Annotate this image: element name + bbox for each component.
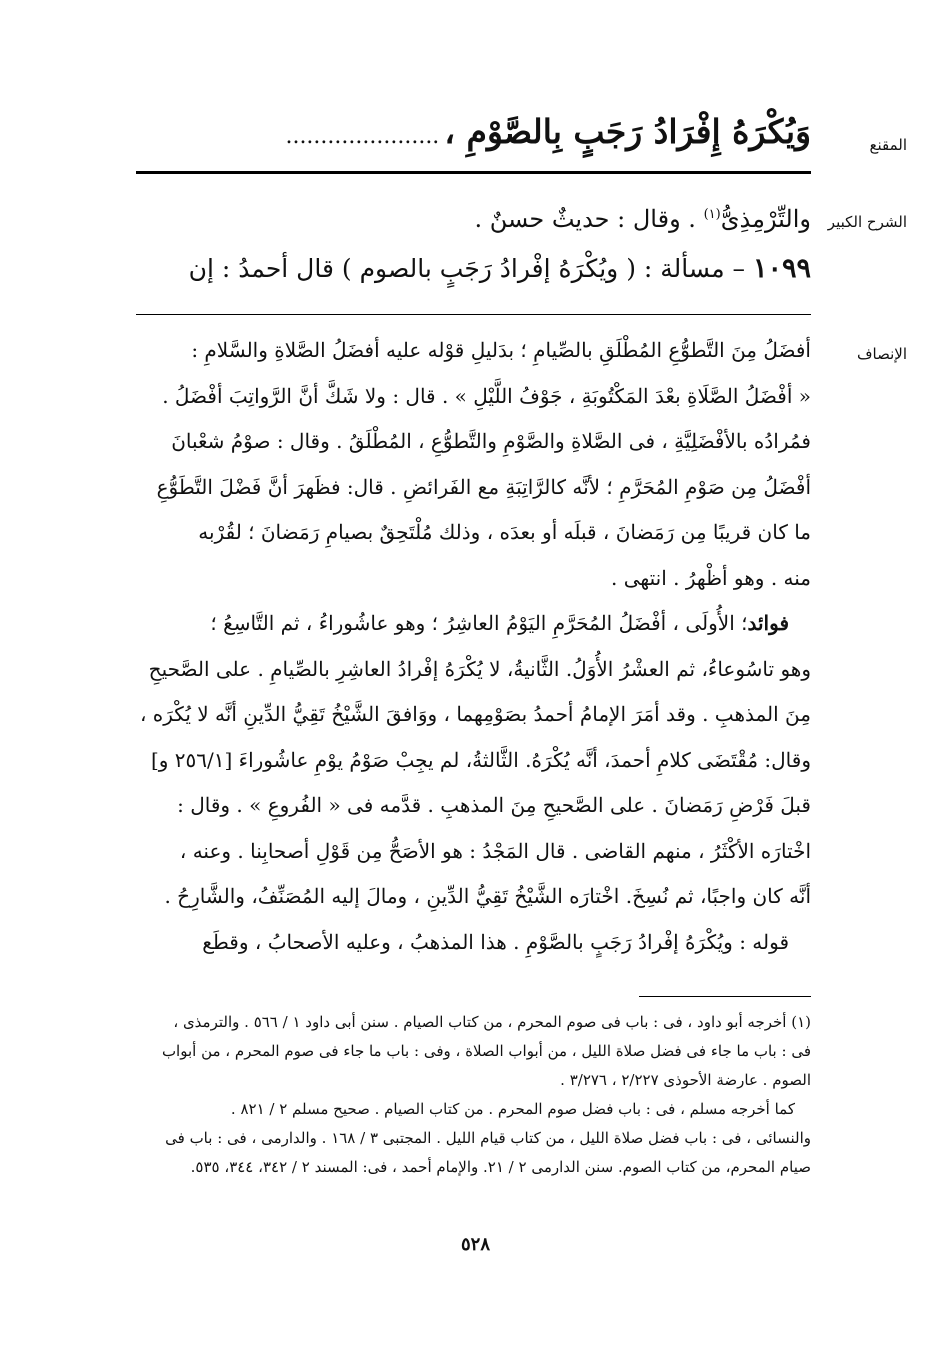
top-rule bbox=[136, 171, 811, 174]
sharh-line-1-rest: . وقال : حديثٌ حسنٌ . bbox=[474, 205, 704, 233]
insaf-line: وقال: مُقْتَضَى كلامِ أحمدَ، أنَّه يُكْرَهُ. الثَّالثةُ، لم يجِبْ صَوْمُ يوْمِ عاشُوراءَ [٢٥٦/١ و] bbox=[150, 747, 811, 772]
footnote-line: الصوم . عارضة الأحوذى ٢/٢٢٧ ، ٣/٢٧٦ . bbox=[560, 1071, 811, 1089]
insaf-line: أنَّه كان واجبًا، ثم نُسِخَ. اخْتارَه الشَّيْخُ تَقِيُّ الدِّينِ ، ومالَ إليه المُصَنِّفُ، والشَّارِحُ . bbox=[164, 884, 811, 908]
muqni-dots: ...................... bbox=[285, 124, 440, 149]
middle-rule bbox=[136, 314, 811, 315]
insaf-label: الإنصاف bbox=[856, 345, 907, 363]
footnote-ref-1: (١) bbox=[703, 207, 721, 222]
insaf-line: أفْضَلُ مِن صَوْمِ المُحَرَّمِ ؛ لأنَّه كالرَّاتِبَةِ مع الفَرائضِ . قال: فظَهرَ أنَّ فَضْلَ التَّطَوُّعِ bbox=[156, 474, 811, 499]
insaf-line: فمُرادُه بالأفْضَلِيَّةِ ، فى الصَّلاةِ والصَّوْمِ والتَّطوُّعِ ، المُطْلَقُ . وقال : صوْمُ شعْبانَ bbox=[171, 429, 811, 453]
footnote-line: كما أخرجه مسلم ، فى : باب فضل صوم المحرم . من كتاب الصيام . صحيح مسلم ٢ / ٨٢١ . bbox=[230, 1100, 795, 1118]
muqni-text-block bbox=[138, 104, 811, 168]
footnote-line: (١) أخرجه أبو داود ، فى : باب فى صوم المحرم ، من كتاب الصيام . سنن أبى داود ١ / ٥٦٦ . والترمذى ، bbox=[173, 1013, 811, 1031]
footnote-line: صيام المحرم، من كتاب الصوم. سنن الدارمى ٢ / ٢١. والإمام أحمد ، فى: المسند ٢ / ٣٤٢، ٣٤٤، ٥٣٥. bbox=[190, 1158, 811, 1176]
sharh-tirmidhi: والتِّرْمِذِىُّ bbox=[720, 205, 811, 233]
insaf-line-fawaid bbox=[132, 601, 811, 647]
insaf-line: « أفْضَلُ الصَّلَاةِ بعْدَ المَكْتُوبَةِ ، جَوْفُ اللَّيْلِ » . قال : ولا شَكَّ أنَّ الرَّواتِبَ أفْضَلُ . bbox=[162, 383, 811, 408]
footnote-line: فى : باب ما جاء فى فضل صلاة الليل ، من أبواب الصلاة ، وفى : باب ما جاء فى صوم المحرم ، من أبواب bbox=[161, 1042, 811, 1060]
fawaid-text: ؛ الأُولَى ، أفْضَلُ المُحَرَّمِ اليَوْمُ العاشِرُ ؛ وهو عاشُوراءُ ، ثم التَّاسِعُ ؛ bbox=[210, 611, 748, 635]
sharh-text-block bbox=[136, 188, 811, 308]
fawaid-label: فوائد bbox=[747, 611, 789, 635]
insaf-line: منه . وهو أظْهرُ . انتهى . bbox=[611, 565, 811, 590]
masala-number: ١٠٩٩ bbox=[752, 253, 811, 284]
muqni-label: المقنع bbox=[869, 136, 907, 154]
sharh-line-2 bbox=[136, 242, 811, 296]
insaf-text-block bbox=[132, 328, 811, 988]
insaf-line: قوله : ويُكْرَهُ إفْرادُ رَجَبٍ بالصَّوْمِ . هذا المذهبُ ، وعليه الأصحابُ ، وقطَع bbox=[202, 929, 789, 954]
footnote-line: والنسائى ، فى : باب فضل صلاة الليل ، من كتاب قيام الليل . المجتبى ٣ / ١٦٨ . والدارمى ، فى : باب فى bbox=[165, 1129, 811, 1147]
insaf-line: مِنَ المذهبِ . وقد أمَرَ الإمامُ أحمدُ بصَوْمِهما ، ووَافقَ الشَّيْخُ تَقِيُّ الدِّينِ أنَّه لا يُكْرَه ، bbox=[139, 702, 811, 726]
sharh-line-1 bbox=[136, 188, 811, 242]
insaf-line: اخْتارَه الأكْثَرُ ، منهم القاضى . قال المَجْدُ : هو الأصَحُّ مِن قَوْلِ أصحابِنا . وعنه ، bbox=[179, 838, 811, 863]
sharh-line-2-text: – مسألة : ( ويُكْرَهُ إفْرادُ رَجَبٍ بالصوم ) قال أحمدُ : إن bbox=[188, 254, 753, 283]
sharh-label: الشرح الكبير bbox=[827, 213, 907, 231]
footnote-rule bbox=[639, 996, 811, 997]
page-number: ٥٢٨ bbox=[460, 1234, 490, 1255]
muqni-text: وَيُكْرَهُ إِفْرَادُ رَجَبٍ بِالصَّوْمِ ، bbox=[444, 112, 811, 151]
insaf-line: وهو تاسُوعاءُ، ثم العشْرُ الأُوَلُ. الثَّانيةُ، لا يُكْرَهُ إفْرادُ العاشِرِ بالصِّيامِ . على الصَّحيحِ bbox=[148, 656, 811, 681]
footnotes bbox=[126, 1008, 811, 1208]
insaf-line: أفضَلُ مِنَ التَّطوُّعِ المُطْلَقِ بالصِّيامِ ؛ بدَليلِ قوْله عليه أفضَلُ الصَّلاةِ والسَّلامِ : bbox=[191, 338, 811, 362]
insaf-line: ما كان قريبًا مِن رَمَضانَ ، قبلَه أو بعدَه ، وذلك مُلْتَحِقٌ بصيامِ رَمَضانَ ؛ لقُرْبه bbox=[198, 520, 811, 544]
insaf-line: قبلَ فَرْضِ رَمَضانَ . على الصَّحيحِ مِنَ المذهبِ . قدَّمه فى « الفُروعِ » . وقال : bbox=[177, 793, 811, 817]
